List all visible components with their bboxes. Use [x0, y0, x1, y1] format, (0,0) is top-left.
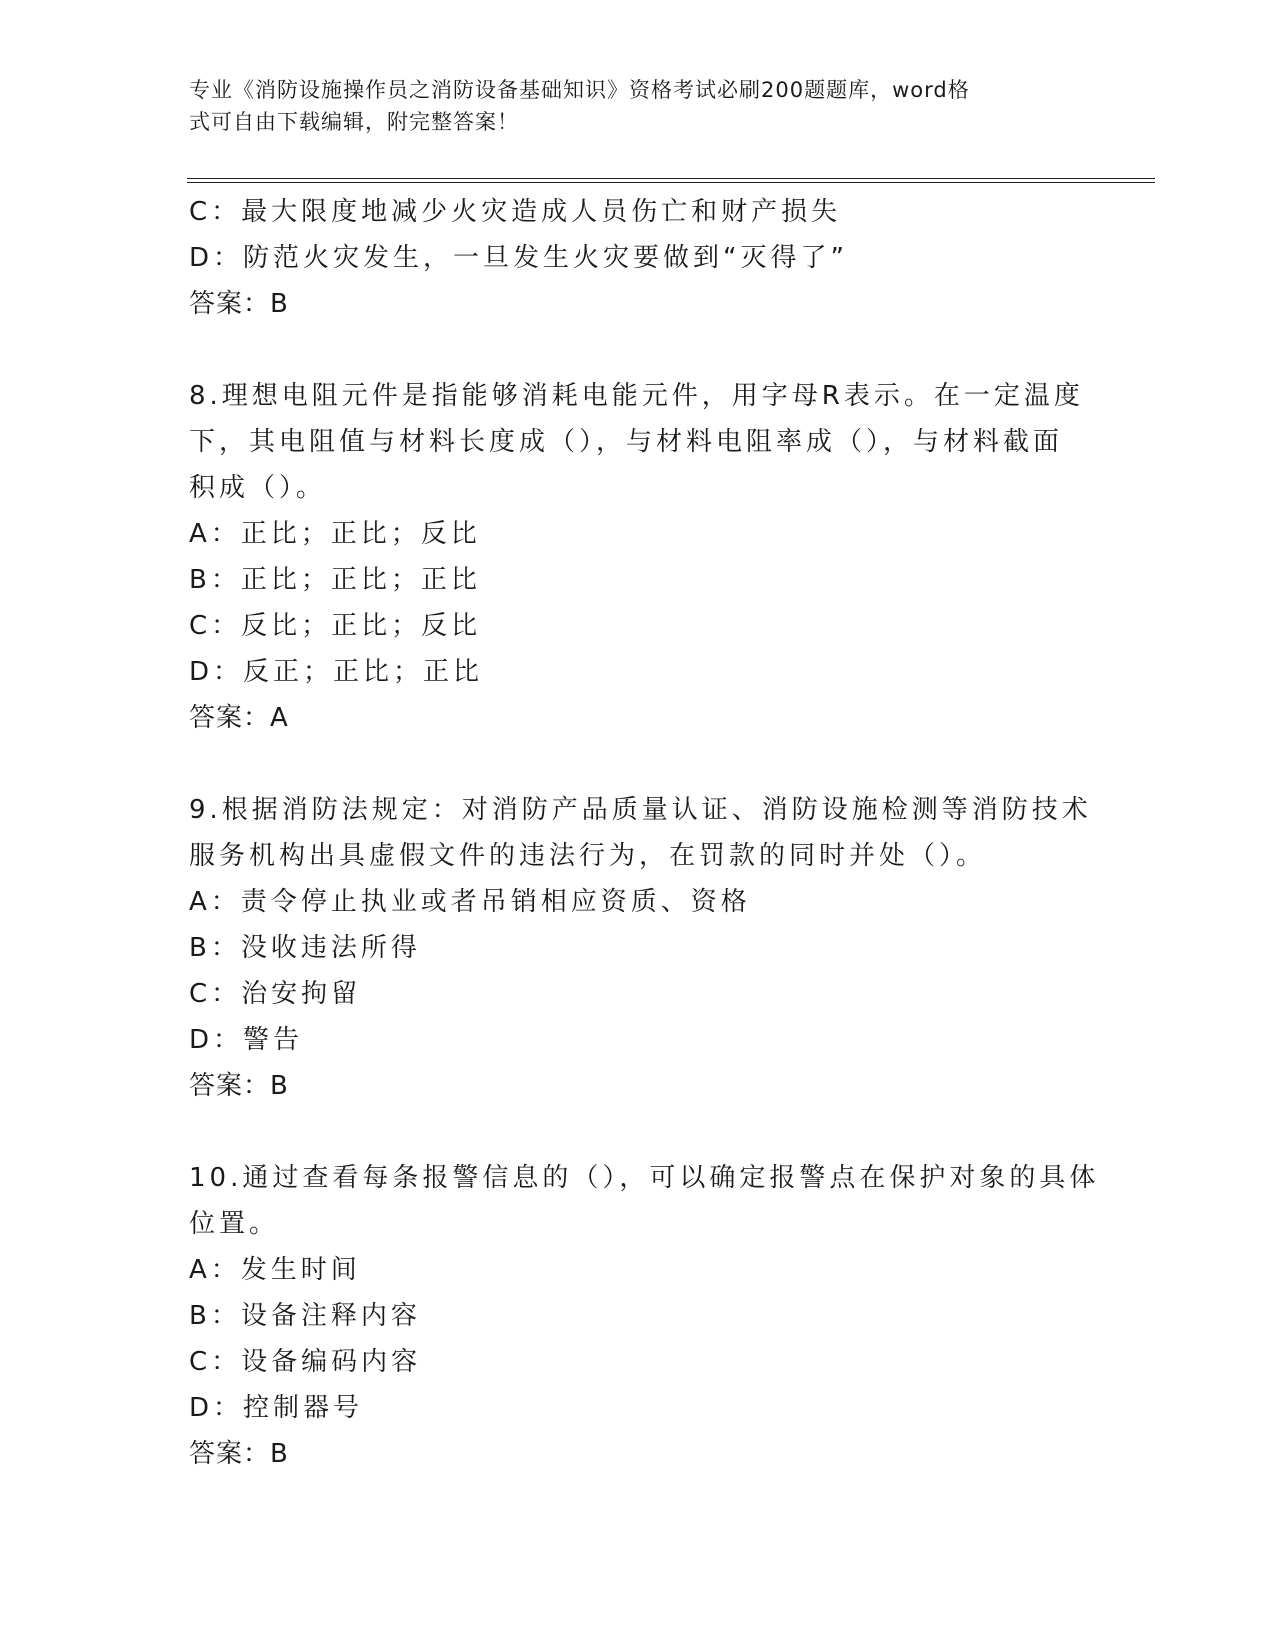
option-d: D：警告 — [189, 1025, 304, 1055]
header-line-2: 式可自由下载编辑，附完整答案！ — [189, 110, 519, 134]
question-8 — [189, 373, 1089, 741]
prev-question-block — [189, 189, 1089, 327]
document-header — [189, 74, 1069, 138]
question-stem — [189, 1155, 1100, 1247]
spacer — [189, 1109, 1089, 1155]
stem-line: 9.根据消防法规定：对消防产品质量认证、消防设施检测等消防技术 — [189, 795, 1092, 825]
spacer — [189, 327, 1089, 373]
stem-line: 下，其电阻值与材料长度成（），与材料电阻率成（），与材料截面 — [189, 427, 1064, 457]
document-body — [189, 189, 1100, 1477]
answer-line: 答案：A — [189, 703, 289, 733]
stem-line: 10.通过查看每条报警信息的（），可以确定报警点在保护对象的具体 — [189, 1163, 1100, 1193]
stem-line: 积成（）。 — [189, 473, 327, 503]
header-divider-top — [187, 178, 1155, 179]
answer-line: 答案：B — [189, 1071, 289, 1101]
option-c: C：最大限度地减少火灾造成人员伤亡和财产损失 — [189, 197, 842, 227]
option-d: D：控制器号 — [189, 1393, 364, 1423]
option-a: A：责令停止执业或者吊销相应资质、资格 — [189, 887, 751, 917]
question-9 — [189, 787, 1092, 1109]
header-line-1: 专业《消防设施操作员之消防设备基础知识》资格考试必刷200题题库，word格 — [189, 78, 970, 102]
option-a: A：发生时间 — [189, 1255, 361, 1285]
option-d: D：反正；正比；正比 — [189, 657, 484, 687]
option-c: C：反比；正比；反比 — [189, 611, 482, 641]
stem-line: 位置。 — [189, 1209, 280, 1239]
option-a: A：正比；正比；反比 — [189, 519, 481, 549]
question-stem — [189, 373, 1089, 511]
option-b: B：正比；正比；正比 — [189, 565, 481, 595]
option-b: B：设备注释内容 — [189, 1301, 421, 1331]
question-stem — [189, 787, 1092, 879]
question-10 — [189, 1155, 1100, 1477]
option-c: C：设备编码内容 — [189, 1347, 422, 1377]
stem-line: 服务机构出具虚假文件的违法行为，在罚款的同时并处（）。 — [189, 841, 987, 871]
spacer — [189, 741, 1089, 787]
header-divider-bottom — [187, 182, 1155, 183]
stem-line: 8.理想电阻元件是指能够消耗电能元件，用字母R表示。在一定温度 — [189, 381, 1084, 411]
option-d: D：防范火灾发生，一旦发生火灾要做到“灭得了” — [189, 243, 848, 273]
answer-line: 答案：B — [189, 289, 289, 319]
option-b: B：没收违法所得 — [189, 933, 421, 963]
answer-line: 答案：B — [189, 1439, 289, 1469]
option-c: C：治安拘留 — [189, 979, 362, 1009]
